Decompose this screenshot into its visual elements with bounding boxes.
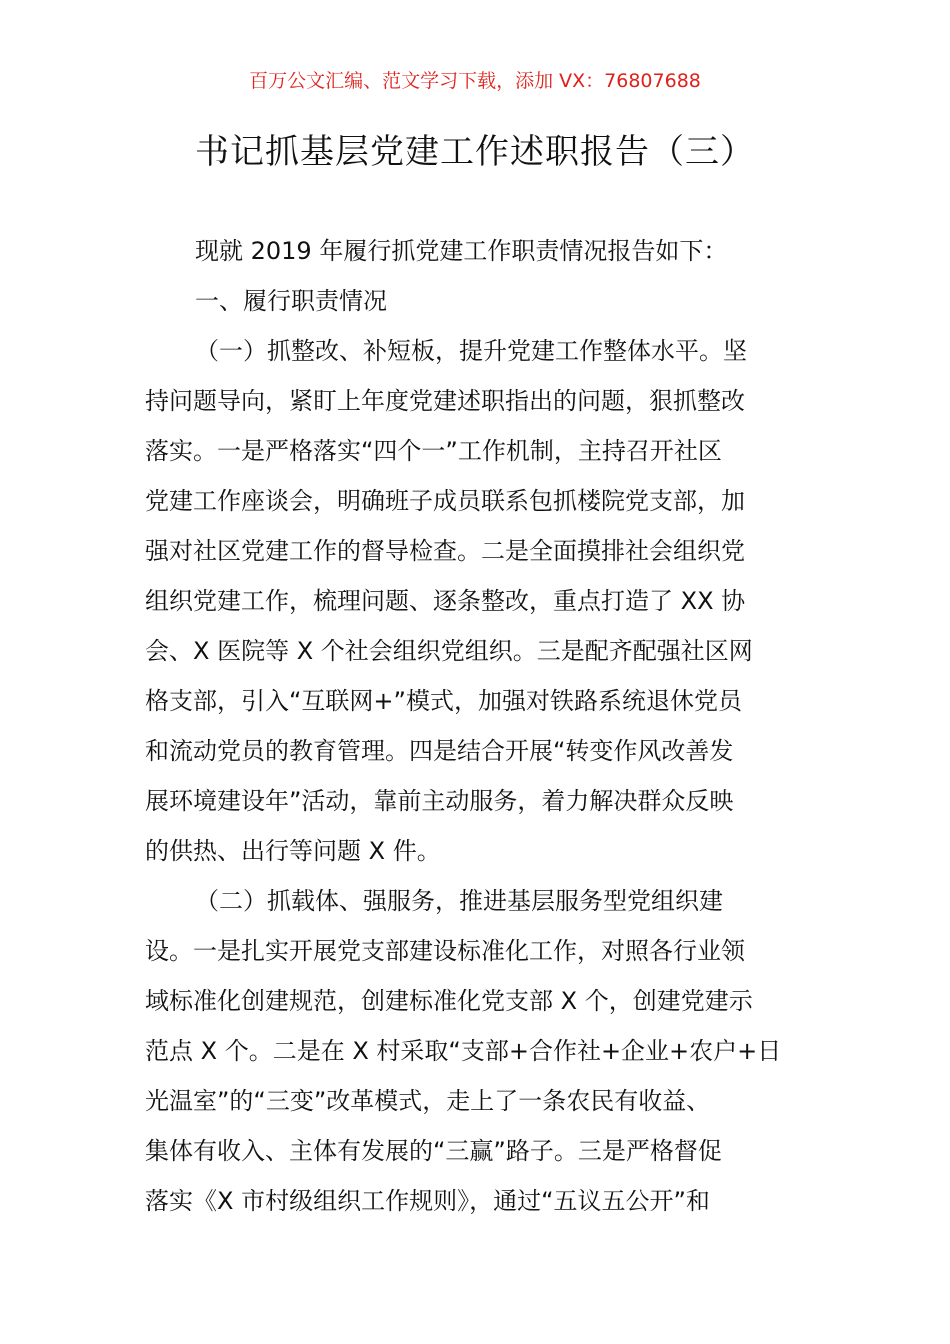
document-title: 书记抓基层党建工作述职报告（三） [195, 132, 755, 172]
paragraph-1 [145, 326, 809, 876]
paragraph-line: 域标准化创建规范，创建标准化党支部 X 个，创建党建示 [145, 987, 753, 1015]
paragraph-line: 强对社区党建工作的督导检查。二是全面摸排社会组织党 [145, 537, 745, 565]
paragraph-line: 展环境建设年”活动，靠前主动服务，着力解决群众反映 [145, 787, 734, 815]
paragraph-line: 的供热、出行等问题 X 件。 [145, 837, 441, 865]
paragraph-line: （一）抓整改、补短板，提升党建工作整体水平。坚 [195, 337, 747, 365]
paragraph-line: 落实《X 市村级组织工作规则》，通过“五议五公开”和 [145, 1187, 710, 1215]
paragraph-2 [145, 876, 809, 1226]
header-note: 百万公文汇编、范文学习下载，添加 VX：76807688 [249, 70, 701, 92]
intro-line: 现就 2019 年履行抓党建工作职责情况报告如下： [195, 237, 728, 265]
paragraph-line: 组织党建工作，梳理问题、逐条整改，重点打造了 XX 协 [145, 587, 746, 615]
paragraph-line: 设。一是扎实开展党支部建设标准化工作，对照各行业领 [145, 937, 745, 965]
paragraph-line: 落实。一是严格落实“四个一”工作机制，主持召开社区 [145, 437, 722, 465]
paragraph-line: 集体有收入、主体有发展的“三赢”路子。三是严格督促 [145, 1137, 722, 1165]
paragraph-line: 格支部，引入“互联网+”模式，加强对铁路系统退休党员 [145, 687, 742, 715]
paragraph-line: 范点 X 个。二是在 X 村采取“支部+合作社+企业+农户+日 [145, 1037, 782, 1065]
document-body [145, 226, 809, 1226]
paragraph-line: 光温室”的“三变”改革模式，走上了一条农民有收益、 [145, 1087, 711, 1115]
paragraph-line: 会、X 医院等 X 个社会组织党组织。三是配齐配强社区网 [145, 637, 753, 665]
paragraph-line: （二）抓载体、强服务，推进基层服务型党组织建 [195, 887, 723, 915]
paragraph-line: 持问题导向，紧盯上年度党建述职指出的问题，狠抓整改 [145, 387, 745, 415]
paragraph-line: 和流动党员的教育管理。四是结合开展“转变作风改善发 [145, 737, 734, 765]
paragraph-line: 党建工作座谈会，明确班子成员联系包抓楼院党支部，加 [145, 487, 745, 515]
section-heading: 一、履行职责情况 [195, 287, 387, 315]
